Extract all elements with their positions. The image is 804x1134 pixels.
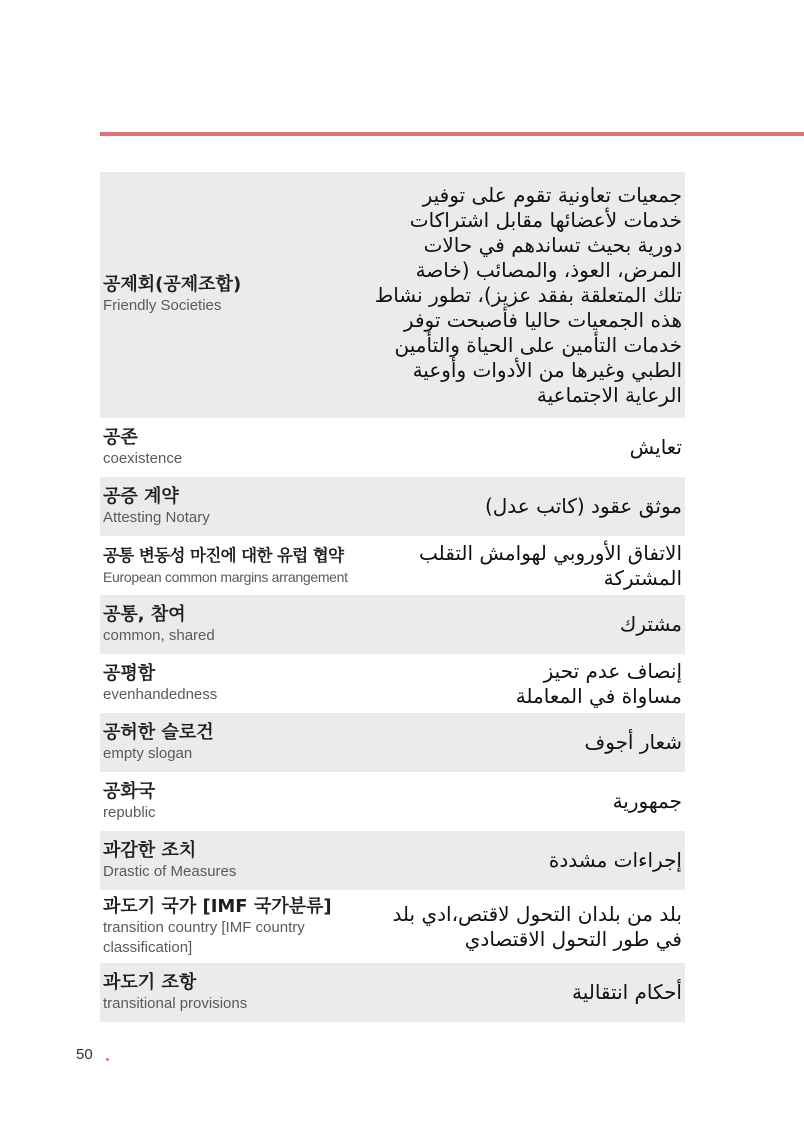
- arabic-translation: جمعيات تعاونية تقوم على توفير خدمات لأعضائها مقابل اشتراكات دورية بحيث تساندهم في حالات المرض، العوذ، والمصائب (خاصة تلك المتعلقة بفقد عزيز)، تطور نشاط هذه الجمعيات حاليا فأصبحت توفر خدمات التأمين على الحياة والتأمين الطبي وغيرها من الأدوات وأوعية الرعاية الاجتماعية: [374, 182, 682, 407]
- table-row: [100, 654, 685, 713]
- english-term: Friendly Societies: [103, 297, 222, 314]
- english-term: European common margins arrangement: [103, 568, 348, 585]
- table-row: [100, 477, 685, 536]
- table-row: [100, 772, 685, 831]
- korean-term: 공통, 참여: [103, 603, 186, 625]
- english-term: evenhandedness: [103, 685, 218, 703]
- korean-term: 공통 변동성 마진에 대한 유럽 협약: [103, 545, 344, 565]
- term-cell: [103, 486, 210, 528]
- korean-term: 공허한 슬로건: [103, 721, 214, 743]
- glossary-table: [100, 172, 685, 1022]
- header-rule: [100, 132, 804, 136]
- table-row: [100, 536, 685, 595]
- korean-term: 공평함: [103, 662, 156, 684]
- arabic-translation: إنصاف عدم تحيز مساواة في المعاملة: [515, 658, 682, 708]
- english-term: coexistence: [103, 449, 183, 467]
- table-row: [100, 713, 685, 772]
- page-number-dot: [106, 1058, 109, 1061]
- term-cell: [103, 274, 241, 316]
- korean-term: 과도기 조항: [103, 971, 197, 993]
- term-cell: [103, 427, 182, 469]
- english-term: republic: [103, 803, 156, 821]
- arabic-translation: أحكام انتقالية: [571, 980, 682, 1004]
- arabic-translation: موثق عقود (كاتب عدل): [484, 494, 682, 518]
- table-row: [100, 418, 685, 477]
- page-number: 50: [76, 1046, 93, 1063]
- english-term: transition country [IMF country classification]: [103, 918, 305, 956]
- table-row: [100, 595, 685, 654]
- table-row: [100, 963, 685, 1022]
- term-cell: [103, 972, 247, 1014]
- arabic-translation: تعايش: [629, 435, 682, 459]
- term-cell: [103, 781, 156, 823]
- arabic-translation: إجراءات مشددة: [548, 848, 682, 872]
- korean-term: 과도기 국가 [IMF 국가분류]: [103, 895, 332, 917]
- term-cell: [103, 604, 215, 646]
- arabic-translation: شعار أجوف: [584, 730, 682, 754]
- arabic-translation: جمهورية: [612, 789, 682, 813]
- english-term: transitional provisions: [103, 994, 248, 1012]
- korean-term: 공존: [103, 426, 138, 448]
- korean-term: 공화국: [103, 780, 156, 802]
- korean-term: 공증 계약: [103, 485, 179, 507]
- term-cell: [103, 896, 332, 958]
- table-row: [100, 890, 685, 963]
- arabic-translation: الاتفاق الأوروبي لهوامش التقلب المشتركة: [419, 540, 682, 590]
- table-row: [100, 172, 685, 418]
- term-cell: [103, 545, 348, 587]
- english-term: Attesting Notary: [103, 508, 210, 526]
- english-term: common, shared: [103, 626, 215, 644]
- korean-term: 공제회(공제조합): [103, 274, 242, 295]
- arabic-translation: مشترك: [619, 612, 682, 636]
- korean-term: 과감한 조치: [103, 839, 197, 861]
- term-cell: [103, 722, 214, 764]
- term-cell: [103, 840, 236, 882]
- term-cell: [103, 663, 217, 705]
- english-term: empty slogan: [103, 744, 193, 762]
- english-term: Drastic of Measures: [103, 862, 237, 880]
- arabic-translation: بلد من بلدان التحول لاقتص،ادي بلد في طور التحول الاقتصادي: [392, 901, 682, 951]
- table-row: [100, 831, 685, 890]
